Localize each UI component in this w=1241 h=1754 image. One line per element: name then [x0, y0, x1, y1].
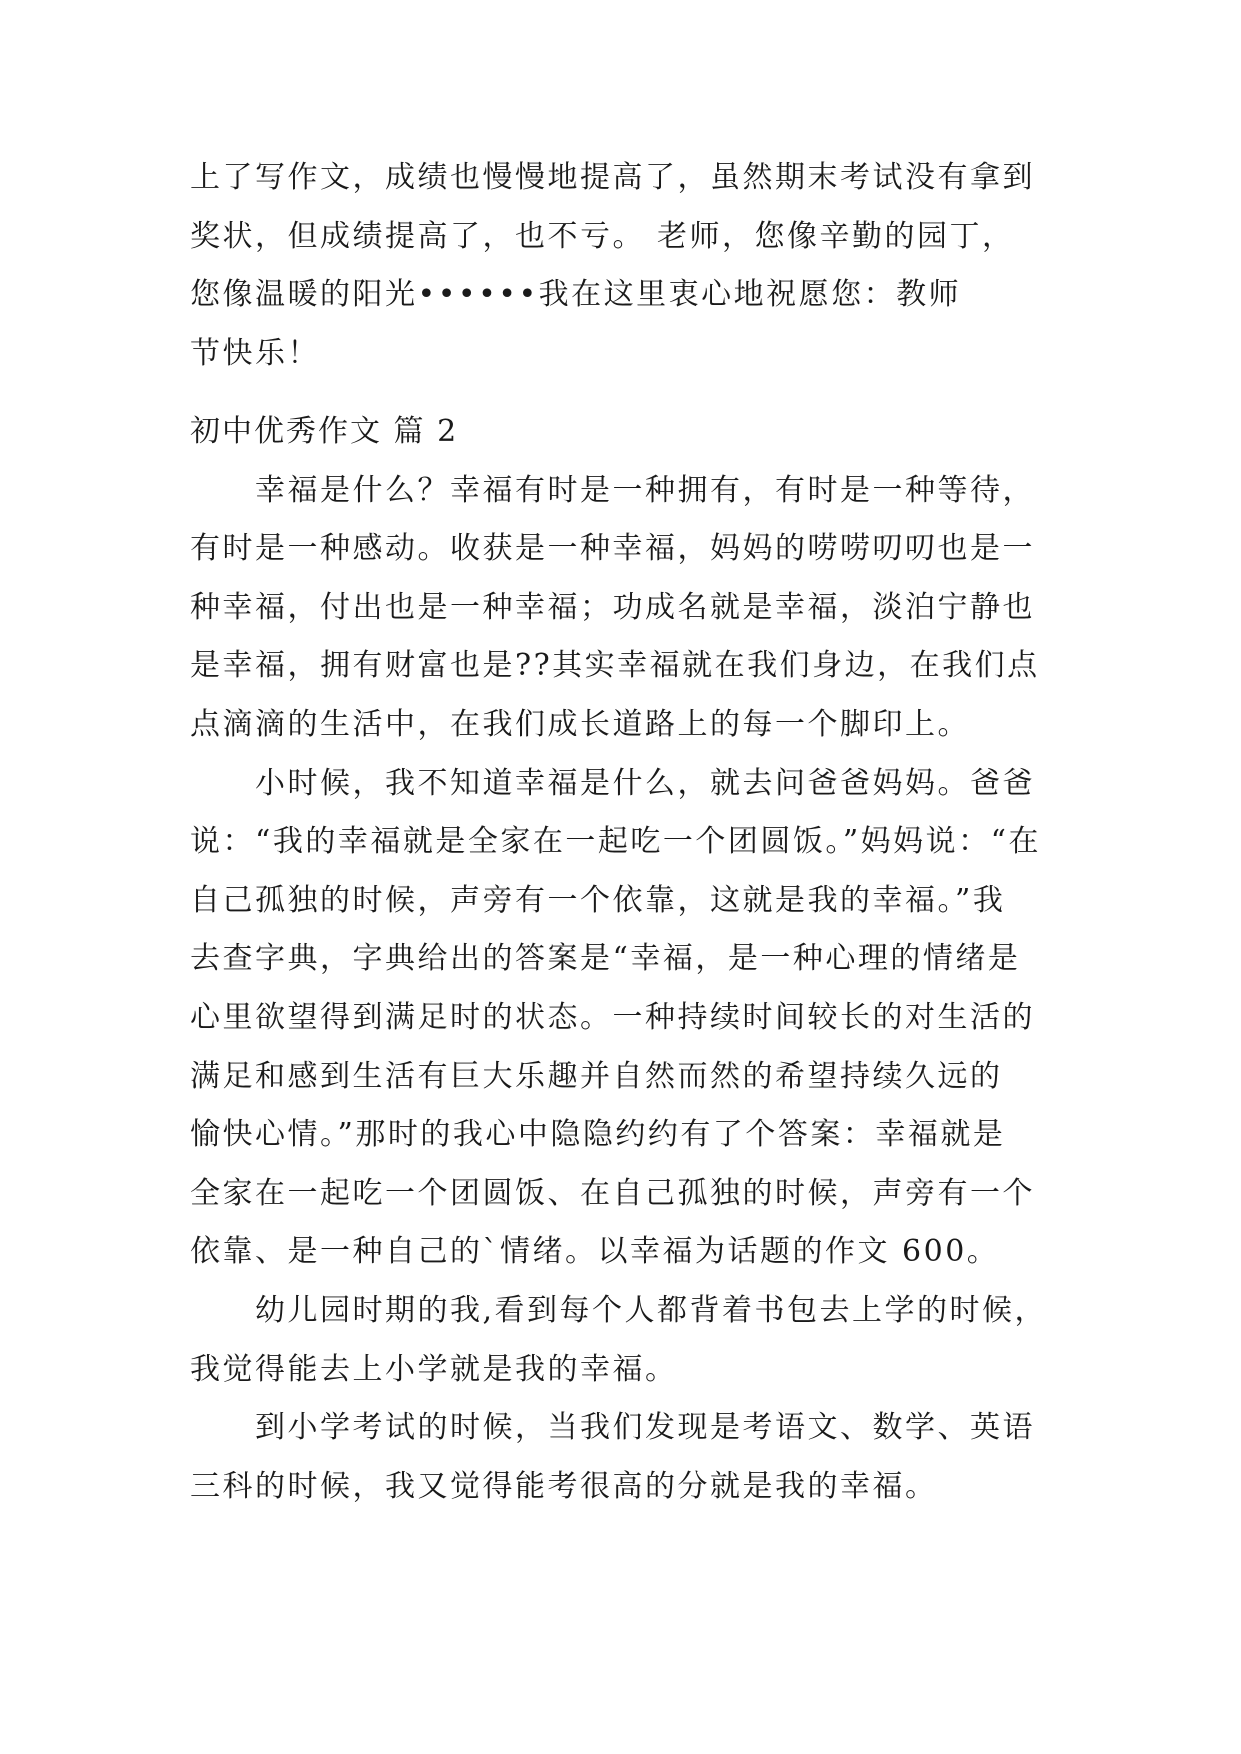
paragraph-line: 幸福是什么？幸福有时是一种拥有，有时是一种等待，: [255, 472, 1035, 508]
paragraph-line: 愉快心情。”那时的我心中隐隐约约有了个答案：幸福就是: [190, 1117, 1006, 1153]
continuation-line: 您像温暖的阳光••••••我在这里衷心地祝愿您：教师: [190, 277, 962, 313]
paragraph-line: 满足和感到生活有巨大乐趣并自然而然的希望持续久远的: [190, 1058, 1003, 1094]
paragraph-line: 种幸福，付出也是一种幸福；功成名就是幸福，淡泊宁静也: [190, 589, 1035, 625]
paragraph-line: 有时是一种感动。收获是一种幸福，妈妈的唠唠叨叨也是一: [190, 531, 1035, 567]
paragraph-line: 自己孤独的时候，声旁有一个依靠，这就是我的幸福。”我: [190, 882, 1006, 918]
paragraph-line: 依靠、是一种自己的`情绪。以幸福为话题的作文 600。: [190, 1234, 1000, 1270]
paragraph-line: 说：“我的幸福就是全家在一起吃一个团圆饭。”妈妈说：“在: [190, 824, 1042, 860]
paragraph-line: 去查字典，字典给出的答案是“幸福，是一种心理的情绪是: [190, 941, 1021, 977]
paragraph-line: 三科的时候，我又觉得能考很高的分就是我的幸福。: [190, 1468, 938, 1504]
paragraph-line: 小时候，我不知道幸福是什么，就去问爸爸妈妈。爸爸: [255, 765, 1035, 801]
paragraph-line: 到小学考试的时候，当我们发现是考语文、数学、英语: [255, 1410, 1035, 1446]
section-title: 初中优秀作文 篇 2: [190, 414, 459, 449]
paragraph-line: 是幸福，拥有财富也是??其实幸福就在我们身边，在我们点: [190, 648, 1040, 684]
continuation-line: 奖状，但成绩提高了，也不亏。 老师，您像辛勤的园丁，: [190, 218, 1015, 254]
paragraph-line: 点滴滴的生活中，在我们成长道路上的每一个脚印上。: [190, 707, 970, 742]
paragraph-line: 幼儿园时期的我,看到每个人都背着书包去上学的时候，: [255, 1293, 1048, 1328]
continuation-line: 上了写作文，成绩也慢慢地提高了，虽然期末考试没有拿到: [190, 160, 1035, 195]
paragraph-line: 全家在一起吃一个团圆饭、在自己孤独的时候，声旁有一个: [190, 1175, 1035, 1211]
paragraph-line: 心里欲望得到满足时的状态。一种持续时间较长的对生活的: [190, 1000, 1035, 1035]
continuation-line: 节快乐！: [190, 335, 320, 371]
paragraph-line: 我觉得能去上小学就是我的幸福。: [190, 1351, 678, 1387]
